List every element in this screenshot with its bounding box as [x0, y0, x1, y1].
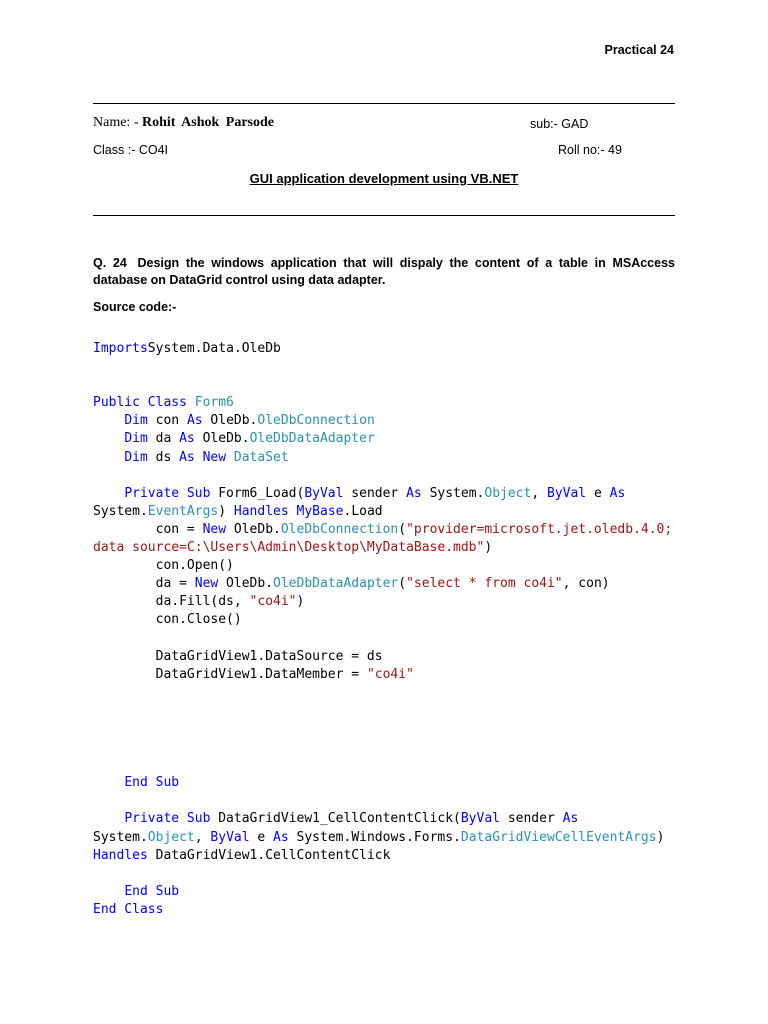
- code-line: [93, 611, 693, 629]
- code-token: , con): [562, 576, 610, 592]
- bottom-divider: [93, 215, 675, 216]
- code-token: con: [147, 413, 187, 429]
- code-token: ByVal: [210, 829, 250, 845]
- code-line: [93, 847, 693, 865]
- code-token: [195, 450, 203, 465]
- code-token: da.Fill(ds,: [93, 594, 250, 610]
- code-token: e: [586, 485, 610, 501]
- code-token: OleDbConnection: [257, 413, 375, 429]
- code-token: [93, 811, 124, 826]
- code-line: [93, 702, 693, 720]
- code-token: New: [202, 449, 227, 465]
- code-token: Handles: [93, 847, 148, 863]
- code-token: ByVal: [460, 811, 500, 827]
- code-token: sender: [500, 811, 563, 827]
- code-block: [93, 340, 693, 919]
- code-token: MyBase: [296, 503, 344, 519]
- code-token: e: [249, 829, 274, 845]
- code-token: ): [296, 594, 305, 610]
- code-line: [93, 792, 693, 810]
- top-divider: [93, 103, 675, 104]
- code-line: [93, 720, 693, 738]
- code-line: [93, 774, 693, 792]
- code-token: [187, 395, 195, 410]
- code-token: Private Sub: [124, 485, 211, 501]
- code-token: Object: [147, 829, 195, 845]
- code-token: "select * from co4i": [406, 576, 563, 592]
- code-token: (: [398, 521, 407, 537]
- code-token: [93, 775, 124, 790]
- code-token: (: [398, 576, 407, 592]
- code-token: Imports: [93, 341, 148, 356]
- code-token: System.Windows.Forms.: [288, 829, 461, 845]
- code-line: [93, 467, 693, 485]
- code-line: [93, 648, 693, 666]
- code-token: data source=C:\Users\Admin\Desktop\MyDataBase.mdb": [93, 540, 485, 556]
- code-token: ds: [147, 449, 180, 465]
- code-line: [93, 666, 693, 684]
- document-title: GUI application development using VB.NET: [249, 171, 519, 186]
- code-line: [93, 503, 693, 521]
- code-line: [93, 449, 693, 467]
- code-token: As: [609, 485, 626, 501]
- code-token: As: [562, 811, 579, 827]
- code-token: End Sub: [124, 883, 180, 899]
- code-token: DataSet: [233, 449, 289, 465]
- code-line: [93, 738, 693, 756]
- code-line: [93, 485, 693, 503]
- code-token: ): [484, 540, 493, 556]
- code-token: [289, 504, 297, 519]
- code-token: Public Class: [93, 395, 187, 411]
- source-code-label: Source code:-: [93, 300, 177, 314]
- code-token: ,: [531, 485, 547, 501]
- code-token: da: [147, 431, 180, 447]
- code-token: [93, 431, 124, 446]
- code-line: [93, 756, 693, 774]
- code-token: As: [186, 413, 203, 429]
- code-token: Dim: [124, 413, 148, 429]
- code-token: ): [656, 829, 665, 845]
- question-body: Design the windows application that will dispaly the content of a table in MSAccess database on DataGrid control using data adapter.: [93, 256, 675, 287]
- code-token: "co4i": [249, 594, 297, 610]
- code-line: [93, 575, 693, 593]
- code-token: OleDbConnection: [280, 521, 399, 537]
- code-line: [93, 630, 693, 648]
- code-line: [93, 883, 693, 901]
- code-token: Object: [484, 485, 532, 501]
- code-token: Private Sub: [124, 811, 211, 827]
- practical-number: Practical 24: [604, 43, 674, 57]
- code-token: OleDb.: [218, 576, 274, 592]
- name-label: Name: -: [93, 115, 142, 130]
- code-token: OleDbDataAdapter: [273, 576, 399, 592]
- code-token: Dim: [124, 449, 148, 465]
- code-token: [93, 450, 124, 465]
- code-token: "co4i": [366, 666, 414, 682]
- code-token: System.: [421, 485, 485, 501]
- code-line: [93, 684, 693, 702]
- code-token: New: [202, 521, 227, 537]
- code-line: [93, 901, 693, 919]
- class-label: Class :- CO4I: [93, 143, 169, 157]
- code-token: Form6: [194, 395, 234, 411]
- name-value: Rohit Ashok Parsode: [141, 115, 275, 130]
- code-token: New: [194, 576, 219, 592]
- code-token: DataGridView1.DataMember =: [93, 666, 367, 682]
- code-token: OleDbDataAdapter: [249, 431, 375, 447]
- code-line: [93, 358, 693, 376]
- code-token: End Class: [93, 901, 164, 917]
- code-token: OleDb.: [202, 413, 258, 429]
- code-token: System.Data.OleDb: [147, 341, 281, 356]
- code-token: ,: [194, 829, 211, 845]
- code-token: EventArgs: [147, 503, 219, 519]
- code-token: Form6_Load(: [210, 485, 305, 501]
- code-token: DataGridView1.DataSource = ds: [93, 648, 383, 664]
- code-line: [93, 412, 693, 430]
- code-line: [93, 829, 693, 847]
- code-line: [93, 394, 693, 412]
- code-token: Handles: [233, 503, 289, 519]
- question-text: [93, 255, 675, 289]
- code-token: "provider=microsoft.jet.oledb.4.0;: [406, 521, 673, 537]
- code-line: [93, 539, 693, 557]
- code-line: [93, 810, 693, 828]
- code-token: OleDb.: [226, 521, 281, 537]
- code-token: con.Close(): [93, 612, 242, 628]
- code-token: System.: [93, 829, 148, 845]
- code-token: DataGridViewCellEventArgs: [460, 829, 657, 845]
- code-token: ): [218, 503, 234, 519]
- code-line: [93, 340, 693, 358]
- code-token: As: [406, 485, 422, 501]
- code-line: [93, 430, 693, 448]
- roll-number: Roll no:- 49: [558, 143, 622, 157]
- code-line: [93, 865, 693, 883]
- code-line: [93, 557, 693, 575]
- code-token: ByVal: [304, 485, 344, 501]
- code-token: con =: [93, 521, 203, 537]
- subject-label: sub:- GAD: [530, 117, 589, 131]
- code-token: sender: [343, 485, 407, 501]
- code-token: [93, 486, 124, 501]
- code-token: [93, 413, 124, 428]
- student-name: [93, 115, 274, 131]
- code-token: con.Open(): [93, 558, 234, 574]
- code-line: [93, 593, 693, 611]
- code-token: da =: [93, 576, 195, 592]
- code-token: As: [179, 449, 195, 465]
- code-token: .Load: [343, 503, 383, 519]
- code-token: [226, 450, 234, 465]
- question-number: Q. 24: [93, 256, 127, 270]
- code-token: As: [273, 829, 289, 845]
- code-token: Dim: [124, 431, 148, 447]
- code-token: DataGridView1_CellContentClick(: [210, 811, 461, 827]
- code-token: End Sub: [124, 775, 180, 791]
- code-token: ByVal: [547, 485, 587, 501]
- code-line: [93, 521, 693, 539]
- code-token: [93, 884, 124, 899]
- code-token: As: [179, 431, 195, 447]
- code-token: DataGridView1.CellContentClick: [147, 847, 391, 863]
- code-token: OleDb.: [194, 431, 250, 447]
- code-token: System.: [93, 503, 148, 519]
- code-line: [93, 376, 693, 394]
